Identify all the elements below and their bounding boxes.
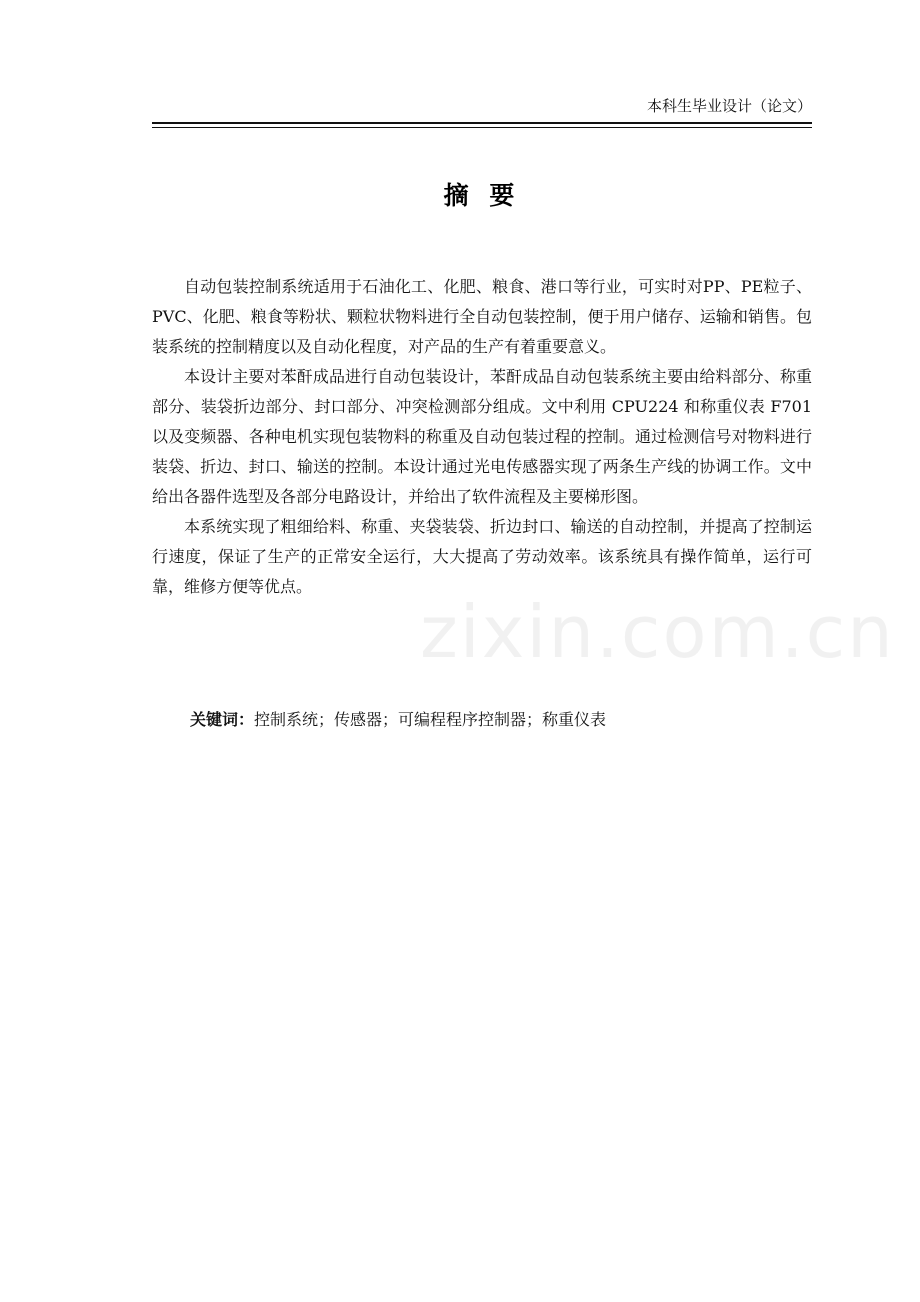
keywords-label: 关键词：: [190, 710, 255, 729]
header-rule-thick: [152, 122, 812, 124]
running-header: 本科生毕业设计（论文）: [646, 97, 812, 115]
abstract-body: [152, 272, 812, 602]
abstract-title: 摘 要: [443, 181, 521, 210]
abstract-paragraph-2: 本设计主要对苯酐成品进行自动包装设计，苯酐成品自动包装系统主要由给料部分、称重部分、装袋折边部分、封口部分、冲突检测部分组成。文中利用 CPU224 和称重仪表 F701 以及变频器、各种电机实现包装物料的称重及自动包装过程的控制。通过检测信号对物料进行装袋、折边、封口、输送的控制。本设计通过光电传感器实现了两条生产线的协调工作。文中给出各器件选型及各部分电路设计，并给出了软件流程及主要梯形图。: [152, 367, 812, 506]
keywords-line: [190, 705, 810, 735]
abstract-paragraph-1: 自动包装控制系统适用于石油化工、化肥、粮食、港口等行业，可实时对PP、PE粒子、PVC、化肥、粮食等粉状、颗粒状物料进行全自动包装控制，便于用户储存、运输和销售。包装系统的控制精度以及自动化程度，对产品的生产有着重要意义。: [152, 277, 812, 356]
header-rule-thin: [152, 127, 812, 128]
watermark: zixin.com.cn: [420, 590, 895, 674]
keywords-list: 控制系统；传感器；可编程程序控制器；称重仪表: [254, 710, 607, 729]
abstract-paragraph-3: 本系统实现了粗细给料、称重、夹袋装袋、折边封口、输送的自动控制，并提高了控制运行速度，保证了生产的正常安全运行，大大提高了劳动效率。该系统具有操作简单，运行可靠，维修方便等优点。: [152, 517, 812, 596]
